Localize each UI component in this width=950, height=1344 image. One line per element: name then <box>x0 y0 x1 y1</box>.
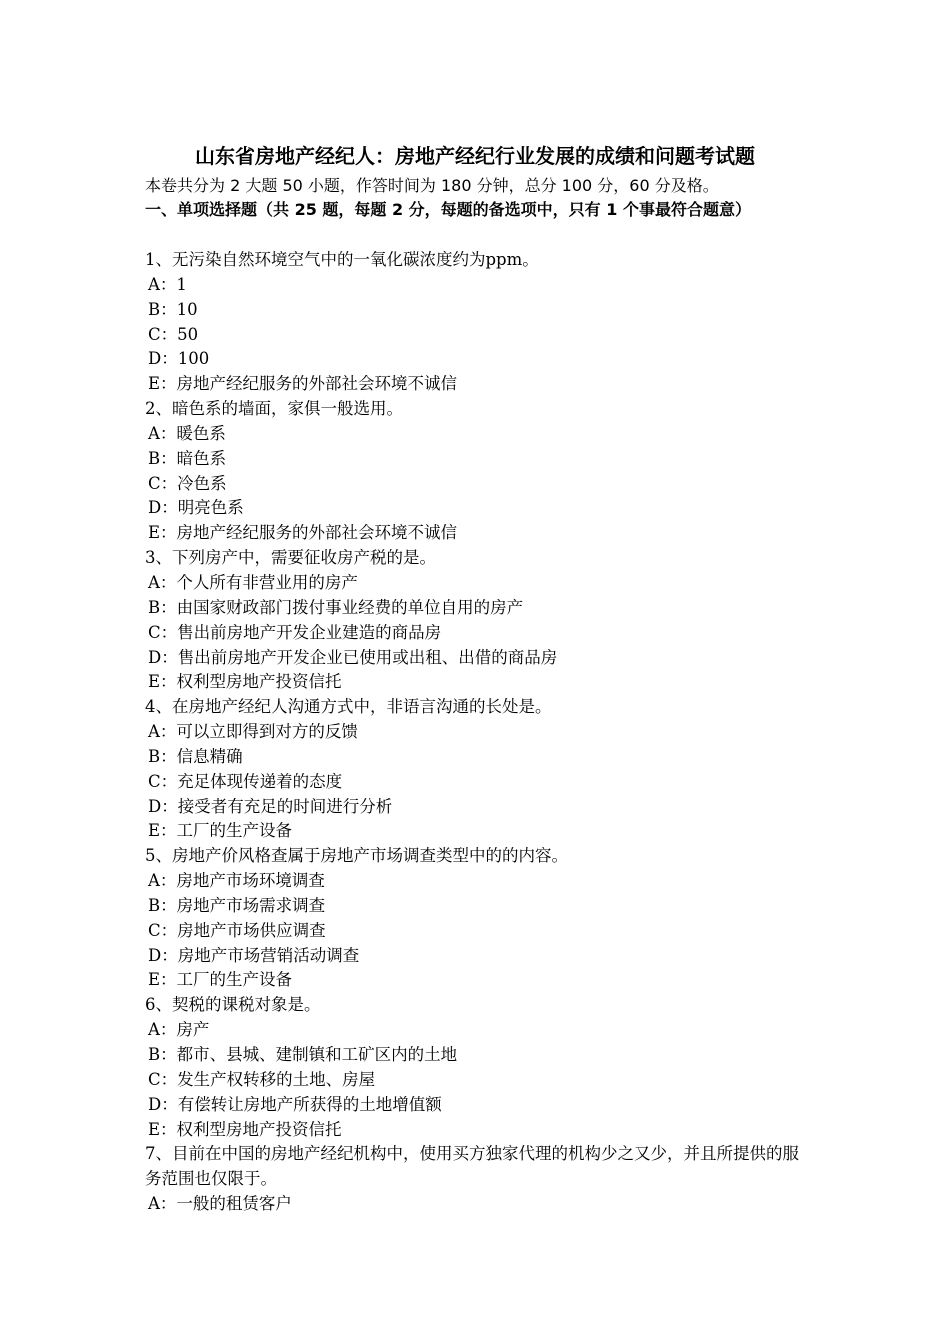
option-e: E：房地产经纪服务的外部社会环境不诚信 <box>148 374 458 394</box>
question-block <box>145 546 810 695</box>
option-e: E：工厂的生产设备 <box>148 821 293 841</box>
option-a: A：可以立即得到对方的反馈 <box>148 722 358 742</box>
option-e: E：房地产经纪服务的外部社会环境不诚信 <box>148 523 458 543</box>
question-text: 6、契税的课税对象是。 <box>145 995 321 1015</box>
question-block <box>145 1142 810 1217</box>
exam-summary: 本卷共分为 2 大题 50 小题，作答时间为 180 分钟，总分 100 分，60 分及格。 <box>145 176 719 195</box>
option-d: D：100 <box>148 349 210 369</box>
option-d: D：接受者有充足的时间进行分析 <box>148 796 393 816</box>
option-e: E：权利型房地产投资信托 <box>148 1119 342 1139</box>
option-a: A：暖色系 <box>148 423 226 443</box>
option-b: B：10 <box>148 299 198 319</box>
question-text: 3、下列房产中，需要征收房产税的是。 <box>145 548 436 568</box>
option-c: C：发生产权转移的土地、房屋 <box>148 1069 376 1089</box>
option-d: D：有偿转让房地产所获得的土地增值额 <box>148 1094 442 1114</box>
option-b: B：都市、县城、建制镇和工矿区内的土地 <box>148 1045 458 1064</box>
section-heading: 一、单项选择题（共 25 题，每题 2 分，每题的备选项中，只有 1 个事最符合题意） <box>145 200 751 219</box>
option-a: A：房产 <box>148 1020 210 1040</box>
option-c: C：充足体现传递着的态度 <box>148 771 343 791</box>
question-block <box>145 695 810 844</box>
question-block <box>145 993 810 1142</box>
option-a: A：个人所有非营业用的房产 <box>148 572 358 592</box>
option-b: B：由国家财政部门拨付事业经费的单位自用的房产 <box>148 597 524 617</box>
option-b: B：暗色系 <box>148 448 227 468</box>
option-c: C：售出前房地产开发企业建造的商品房 <box>148 622 442 642</box>
option-d: D：售出前房地产开发企业已使用或出租、出借的商品房 <box>148 647 558 667</box>
question-text: 4、在房地产经纪人沟通方式中，非语言沟通的长处是。 <box>145 697 552 717</box>
question-text: 7、目前在中国的房地产经纪机构中，使用买方独家代理的机构少之又少，并且所提供的服务范围也仅限于。 <box>145 1144 799 1189</box>
option-a: A：房地产市场环境调查 <box>148 871 325 891</box>
question-text: 5、房地产价风格查属于房地产市场调查类型中的的内容。 <box>145 846 568 866</box>
option-a: A：一般的租赁客户 <box>148 1194 292 1214</box>
option-b: B：房地产市场需求调查 <box>148 895 326 915</box>
question-text: 2、暗色系的墙面，家俱一般选用。 <box>145 399 403 419</box>
option-d: D：明亮色系 <box>148 498 244 518</box>
option-c: C：冷色系 <box>148 473 227 493</box>
question-block <box>145 397 810 546</box>
option-b: B：信息精确 <box>148 746 243 766</box>
question-text: 1、无污染自然环境空气中的一氧化碳浓度约为ppm。 <box>145 250 539 269</box>
document-title: 山东省房地产经纪人：房地产经纪行业发展的成绩和问题考试题 <box>195 144 755 168</box>
question-block <box>145 248 810 397</box>
question-block <box>145 844 810 993</box>
option-c: C：房地产市场供应调查 <box>148 920 326 940</box>
option-c: C：50 <box>148 324 199 344</box>
option-a: A：1 <box>148 274 187 294</box>
option-e: E：权利型房地产投资信托 <box>148 672 342 692</box>
option-d: D：房地产市场营销活动调查 <box>148 945 360 965</box>
option-e: E：工厂的生产设备 <box>148 970 293 990</box>
question-list <box>145 248 810 1217</box>
